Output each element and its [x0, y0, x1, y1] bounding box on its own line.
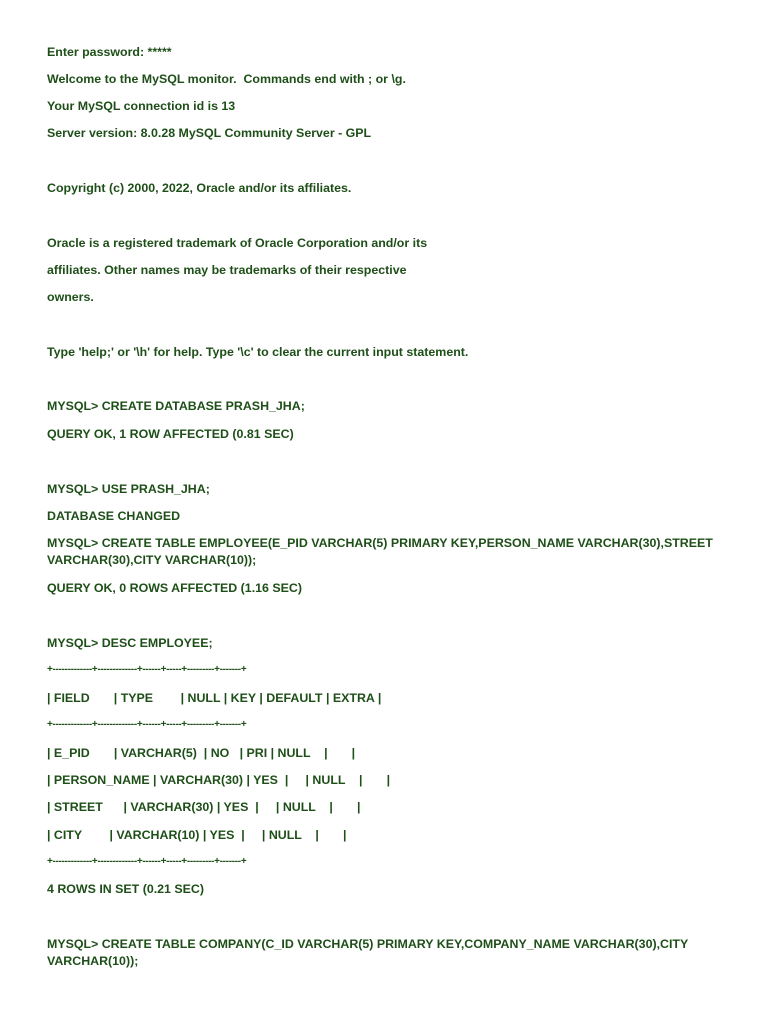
table-row-person-name: | PERSON_NAME | VARCHAR(30) | YES | | NULL | | — [47, 773, 391, 787]
trademark-line-3: owners. — [47, 290, 94, 304]
welcome-line: Welcome to the MySQL monitor. Commands end with ; or \g. — [47, 72, 406, 86]
table-border-bottom: +-------------+-------------+------+-----+---------+-------+ — [47, 856, 247, 867]
database-changed-result: DATABASE CHANGED — [47, 509, 181, 523]
table-header-row: | FIELD | TYPE | NULL | KEY | DEFAULT | EXTRA | — [47, 691, 382, 705]
table-row-e-pid: | E_PID | VARCHAR(5) | NO | PRI | NULL | | — [47, 746, 356, 760]
help-hint-line: Type 'help;' or '\h' for help. Type '\c' to clear the current input statement. — [47, 345, 469, 359]
create-database-result: QUERY OK, 1 ROW AFFECTED (0.81 SEC) — [47, 427, 294, 441]
table-border-header: +-------------+-------------+------+-----+---------+-------+ — [47, 719, 247, 730]
create-database-command: MYSQL> CREATE DATABASE PRASH_JHA; — [47, 399, 305, 413]
connection-id-line: Your MySQL connection id is 13 — [47, 99, 236, 113]
table-row-street: | STREET | VARCHAR(30) | YES | | NULL | | — [47, 800, 361, 814]
use-database-command: MYSQL> USE PRASH_JHA; — [47, 482, 210, 496]
create-employee-table-result: QUERY OK, 0 ROWS AFFECTED (1.16 SEC) — [47, 581, 302, 595]
create-employee-table-command: MYSQL> CREATE TABLE EMPLOYEE(E_PID VARCHAR(5) PRIMARY KEY,PERSON_NAME VARCHAR(30),STREET VARCHAR(30),CITY VARCHAR(10)); — [47, 536, 713, 567]
table-border-top: +-------------+-------------+------+-----+---------+-------+ — [47, 664, 247, 675]
desc-employee-command: MYSQL> DESC EMPLOYEE; — [47, 636, 213, 650]
copyright-line: Copyright (c) 2000, 2022, Oracle and/or its affiliates. — [47, 181, 352, 195]
create-company-table-command: MYSQL> CREATE TABLE COMPANY(C_ID VARCHAR(5) PRIMARY KEY,COMPANY_NAME VARCHAR(30),CITY VARCHAR(10)); — [47, 937, 689, 968]
trademark-line-1: Oracle is a registered trademark of Oracle Corporation and/or its — [47, 236, 428, 250]
server-version-line: Server version: 8.0.28 MySQL Community Server - GPL — [47, 126, 372, 140]
terminal-transcript-page — [47, 0, 737, 1024]
desc-employee-result: 4 ROWS IN SET (0.21 SEC) — [47, 882, 204, 896]
table-row-city: | CITY | VARCHAR(10) | YES | | NULL | | — [47, 828, 347, 842]
trademark-line-2: affiliates. Other names may be trademarks of their respective — [47, 263, 407, 277]
password-prompt-line: Enter password: ***** — [47, 45, 172, 59]
